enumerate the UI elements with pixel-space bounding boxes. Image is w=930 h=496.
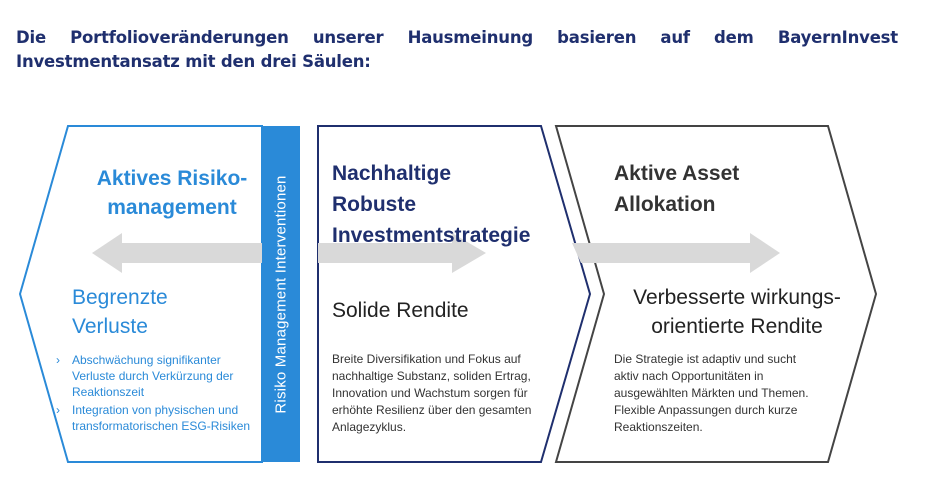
pillar3-title (614, 158, 739, 220)
pillar1-subtitle-line1: Begrenzte (72, 286, 168, 309)
risk-band-label-wrap (262, 126, 300, 462)
pillar1-bullet-text: Abschwächung signifikanter Verluste durch Verkürzung der Reaktionszeit (72, 353, 234, 399)
pillar1-bullet-list (56, 352, 264, 436)
chevron-right-icon: › (56, 353, 60, 367)
list-item (56, 402, 264, 434)
pillar1-subtitle-line2: Verluste (72, 315, 148, 338)
pillar2-title-line1: Nachhaltige (332, 162, 452, 185)
pillar1-subtitle (72, 283, 168, 341)
pillar3-title-line1: Aktive Asset (614, 162, 740, 185)
pillar1-title-line2: management (107, 196, 237, 219)
pillar2-title-line3: Investmentstrategie (332, 224, 531, 247)
chevron-right-icon: › (56, 403, 60, 417)
intro-text: Die Portfolioveränderungen unserer Hausmeinung basieren auf dem BayernInvest Investmentansatz mit den drei Säulen: (16, 28, 898, 71)
pillar3-subtitle-line2: orientierte Rendite (651, 315, 823, 338)
pillar3-body: Die Strategie ist adaptiv und sucht aktiv nach Opportunitäten in ausgewählten Märkten und Themen. Flexible Anpassungen durch kurze Reaktionszeiten. (614, 352, 809, 434)
pillar3-subtitle-line1: Verbesserte wirkungs- (633, 286, 841, 309)
pillar2-title (332, 158, 530, 251)
pillar3-subtitle (612, 283, 862, 341)
pillar2-body: Breite Diversifikation und Fokus auf nachhaltige Substanz, soliden Ertrag, Innovation und Wachstum sorgen für erhöhte Resilienz über den gesamten Anlagezyklus. (332, 352, 532, 434)
pillar1-title-line1: Aktives Risiko- (96, 167, 248, 190)
pillar2-subtitle: Solide Rendite (332, 299, 469, 322)
pillar1-bullet-text: Integration von physischen und transformatorischen ESG-Risiken (72, 403, 251, 433)
list-item (56, 352, 264, 400)
risk-band-label: Risiko Management Interventionen (272, 174, 290, 414)
pillar3-title-line2: Allokation (614, 193, 716, 216)
pillar2-title-line2: Robuste (332, 193, 416, 216)
pillar1-title (74, 164, 270, 222)
